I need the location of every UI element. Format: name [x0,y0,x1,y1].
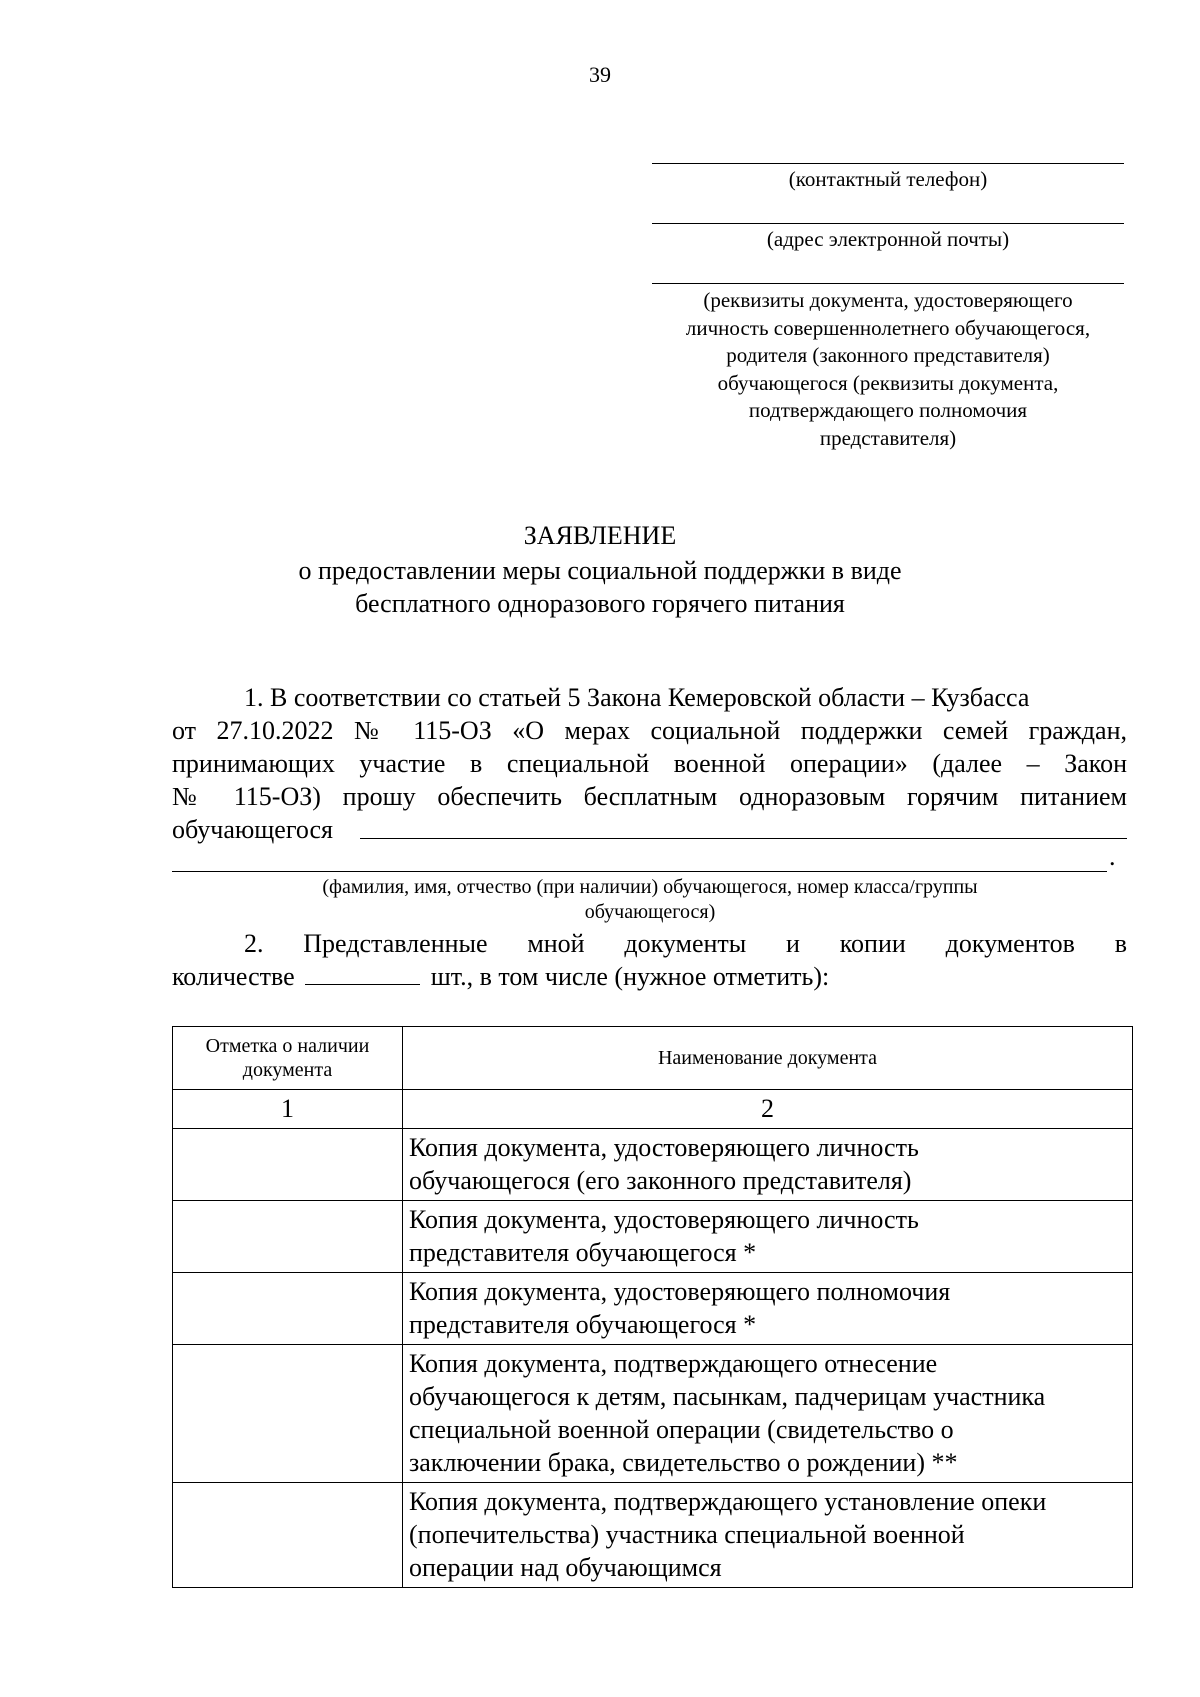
fio-caption-line: (фамилия, имя, отчество (при наличии) обучающегося, номер класса/группы [322,876,978,898]
paragraph-1-line: от 27.10.2022 № 115-ОЗ «О мерах социальной поддержки семей граждан, [172,716,1127,745]
paragraph-2 [172,927,1127,993]
table-column-number-row [173,1090,1133,1129]
document-name-line: Копия документа, удостоверяющего личность [409,1205,919,1234]
document-name-line: Копия документа, подтверждающего отнесение [409,1349,938,1378]
paragraph-1 [172,681,1127,846]
paragraph-1-line: № 115-ОЗ) прошу обеспечить бесплатным одноразовым горячим питанием [172,782,1127,811]
student-name-field-line-1[interactable] [360,838,1127,839]
document-name-line: заключении брака, свидетельство о рождении) ** [409,1448,958,1477]
mark-checkbox-cell[interactable] [173,1483,403,1588]
document-name-cell [403,1345,1133,1483]
fio-caption [200,875,1100,925]
id-doc-caption-line: подтверждающего полномочия [748,398,1028,422]
header-mark: Отметка о наличии документа [173,1027,403,1090]
subtitle-line: о предоставлении меры социальной поддержки в виде [298,556,902,585]
document-name-line: Копия документа, удостоверяющего личность [409,1133,919,1162]
column-number-1: 1 [173,1090,403,1129]
mark-checkbox-cell[interactable] [173,1273,403,1345]
end-period: . [1109,842,1116,871]
paragraph-1-line: 1. В соответствии со статьей 5 Закона Кемеровской области – Кузбасса [244,683,1030,712]
qty-suffix: шт., в том числе (нужное отметить): [430,962,830,991]
document-name-cell [403,1483,1133,1588]
id-doc-caption-line: представителя) [819,425,957,450]
page-number: 39 [589,62,611,87]
id-doc-caption-line: личность совершеннолетнего обучающегося, [685,315,1091,340]
student-label: обучающегося [172,815,334,844]
id-doc-caption-line: (реквизиты документа, удостоверяющего [703,288,1073,312]
table-row [173,1201,1133,1273]
id-doc-caption-line: родителя (законного представителя) [726,343,1050,367]
table-row [173,1483,1133,1588]
id-doc-caption [652,287,1124,452]
fio-caption-line: обучающегося) [584,901,716,923]
column-number-2: 2 [403,1090,1133,1129]
paragraph-2-line: 2. Представленные мной документы и копии документов в [244,929,1127,958]
mark-checkbox-cell[interactable] [173,1129,403,1201]
paragraph-2-qty-line [172,960,1127,993]
table-header-row [173,1027,1133,1090]
id-doc-line [652,283,1124,284]
subtitle-line: бесплатного одноразового горячего питания [355,589,845,618]
document-title: ЗАЯВЛЕНИЕ [523,521,677,550]
document-name-line: обучающегося к детям, пасынкам, падчерицам участника [409,1382,1046,1411]
document-name-cell [403,1129,1133,1201]
quantity-field[interactable] [305,960,420,985]
phone-line [652,163,1124,164]
phone-caption: (контактный телефон) [788,167,988,191]
document-name-line: Копия документа, удостоверяющего полномочия [409,1277,951,1306]
paragraph-1-line: принимающих участие в специальной военной операции» (далее – Закон [172,749,1127,778]
id-doc-caption-line: обучающегося (реквизиты документа, [717,370,1059,395]
document-name-line: операции над обучающимся [409,1553,722,1582]
header-doc-name: Наименование документа [403,1027,1133,1090]
document-name-line: специальной военной операции (свидетельство о [409,1415,954,1444]
table-row [173,1129,1133,1201]
qty-prefix: количестве [172,962,295,991]
student-name-field-line-2[interactable] [172,871,1107,872]
mark-checkbox-cell[interactable] [173,1201,403,1273]
document-name-line: обучающегося (его законного представителя) [409,1166,912,1195]
document-name-line: представителя обучающегося * [409,1238,757,1267]
mark-checkbox-cell[interactable] [173,1345,403,1483]
email-line [652,223,1124,224]
email-caption: (адрес электронной почты) [766,227,1010,251]
document-subtitle [0,554,1200,620]
document-name-line: представителя обучающегося * [409,1310,757,1339]
table-row [173,1345,1133,1483]
document-name-line: Копия документа, подтверждающего установление опеки [409,1487,1047,1516]
documents-table [172,1026,1133,1588]
document-name-line: (попечительства) участника специальной военной [409,1520,965,1549]
table-row [173,1273,1133,1345]
document-name-cell [403,1201,1133,1273]
document-name-cell [403,1273,1133,1345]
